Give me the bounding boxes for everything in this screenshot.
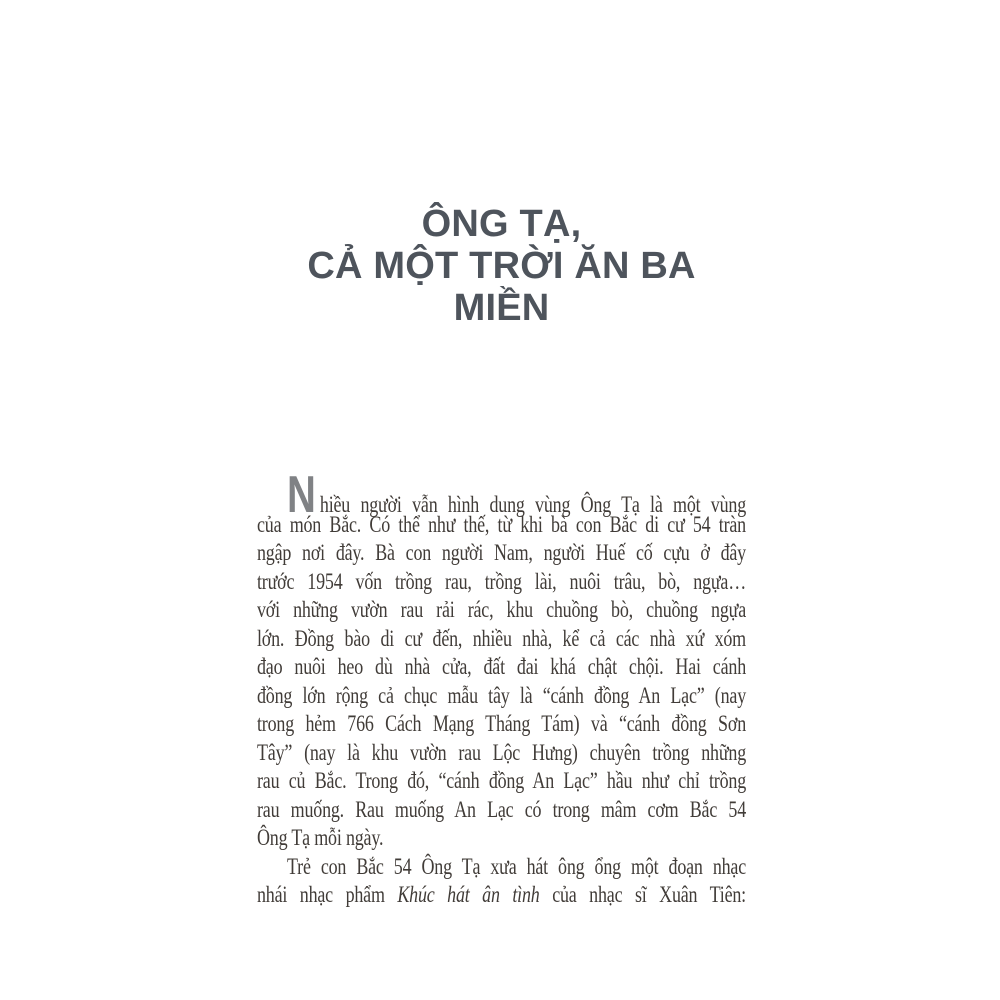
body-text-fragment: của nhạc sĩ Xuân Tiên: bbox=[539, 881, 746, 908]
chapter-title-line-2: CẢ MỘT TRỜI ĂN BA MIỀN bbox=[307, 245, 696, 329]
body-text-block bbox=[257, 466, 746, 911]
body-text-line: Tây” (nay là khu vườn rau Lộc Hưng) chuyên trồng những bbox=[257, 738, 746, 765]
body-text-line: ngập nơi đây. Bà con người Nam, người Huế cố cựu ở đây bbox=[257, 539, 746, 566]
body-text-line: với những vườn rau rải rác, khu chuồng bò, chuồng ngựa bbox=[257, 596, 746, 623]
drop-cap: N bbox=[287, 466, 316, 524]
chapter-title bbox=[257, 203, 746, 329]
body-text-line: Trẻ con Bắc 54 Ông Tạ xưa hát ông ổng một đoạn nhạc bbox=[287, 852, 746, 879]
body-text-line: trước 1954 vốn trồng rau, trồng lài, nuôi trâu, bò, ngựa… bbox=[257, 567, 746, 594]
body-text-fragment: nhái nhạc phẩm bbox=[257, 881, 398, 908]
body-text-line: đạo nuôi heo dù nhà cửa, đất đai khá chật chội. Hai cánh bbox=[257, 653, 746, 680]
body-text-line: rau củ Bắc. Trong đó, “cánh đồng An Lạc” hầu như chỉ trồng bbox=[257, 767, 746, 794]
song-title-italic: Khúc hát ân tình bbox=[397, 881, 540, 908]
body-text-line bbox=[257, 876, 746, 913]
body-text-line: rau muống. Rau muống An Lạc có trong mâm cơm Bắc 54 bbox=[257, 795, 746, 822]
body-text-line: lớn. Đồng bào di cư đến, nhiều nhà, kể cả các nhà xứ xóm bbox=[257, 624, 746, 651]
body-text-line: đồng lớn rộng cả chục mẫu tây là “cánh đồng An Lạc” (nay bbox=[257, 681, 746, 708]
chapter-title-line-1: ÔNG TẠ, bbox=[421, 203, 582, 245]
body-text-line: trong hẻm 766 Cách Mạng Tháng Tám) và “cánh đồng Sơn bbox=[257, 710, 746, 737]
body-text-fragment: hiều người vẫn hình dung vùng Ông Tạ là một vùng bbox=[319, 491, 746, 518]
body-text-line: Ông Tạ mỗi ngày. bbox=[257, 824, 384, 851]
body-text-line: của món Bắc. Có thể như thế, từ khi bà con Bắc di cư 54 tràn bbox=[257, 510, 746, 537]
